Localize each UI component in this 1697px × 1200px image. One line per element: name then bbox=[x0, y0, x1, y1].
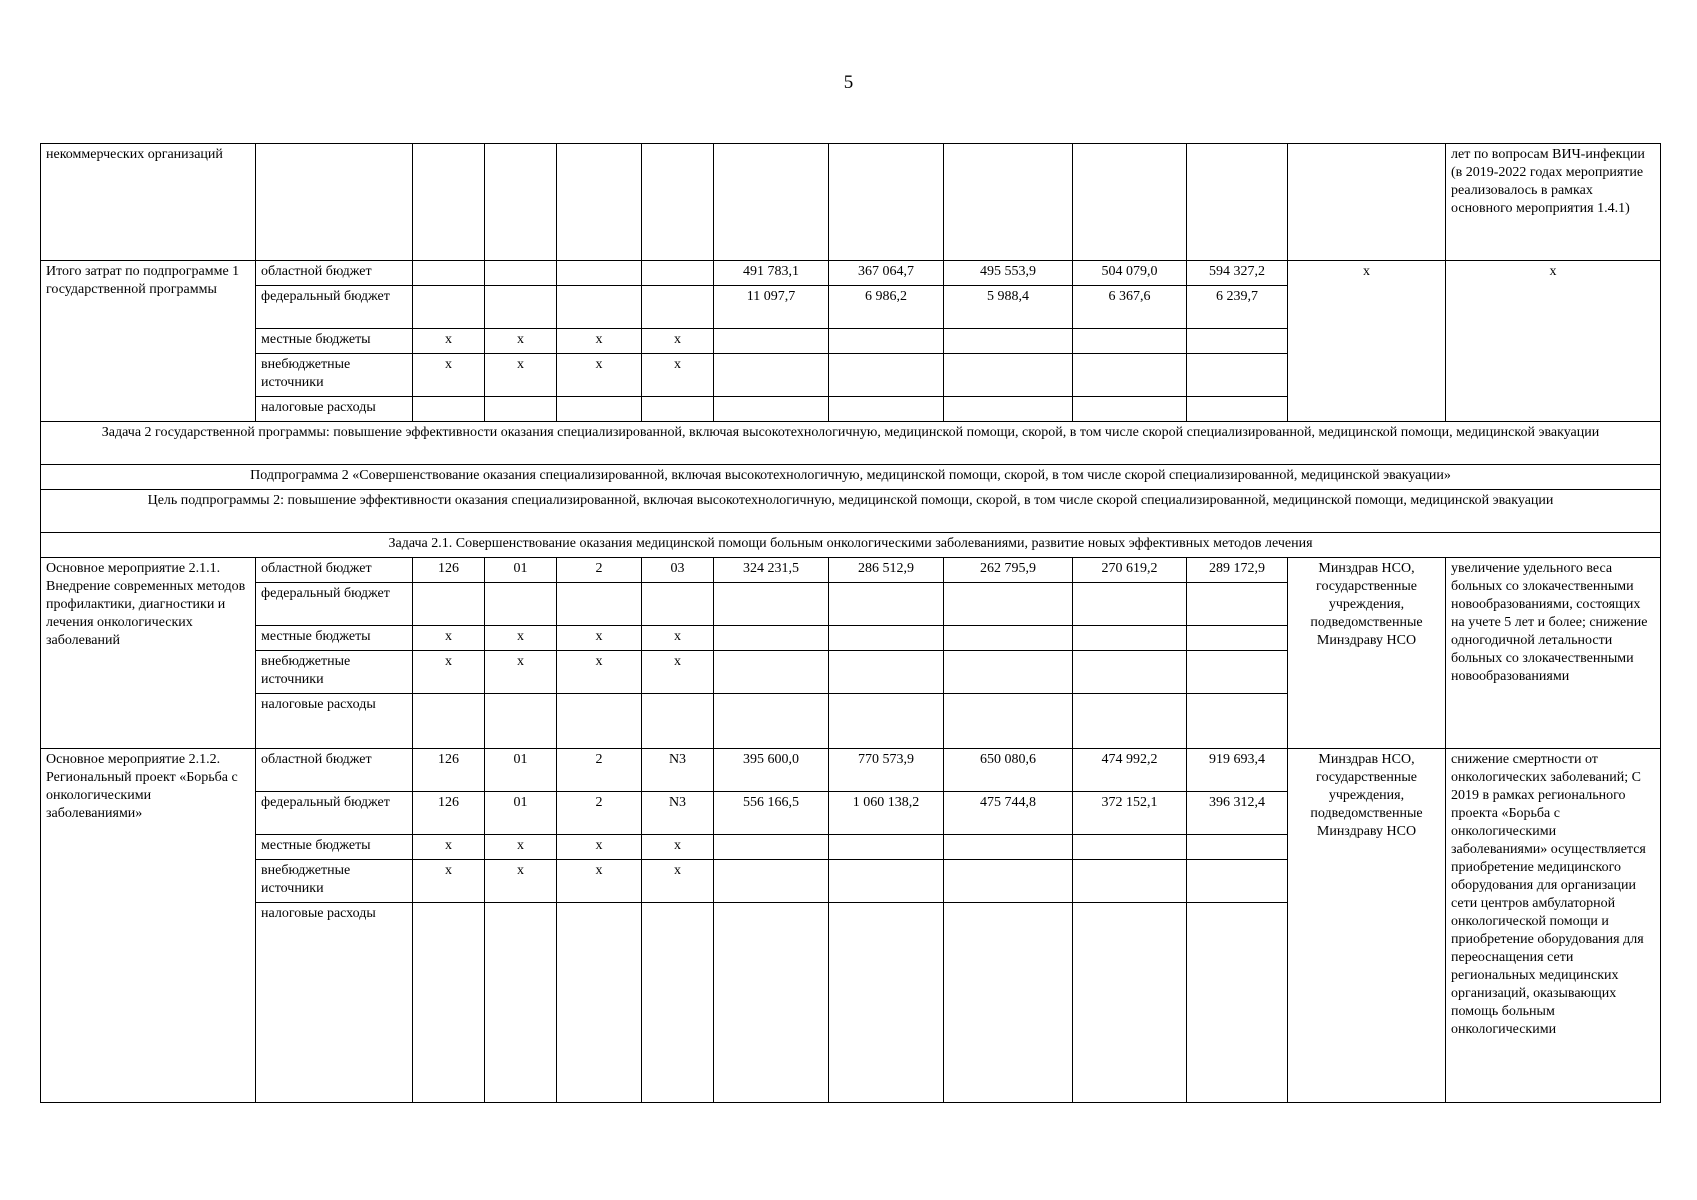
source-cell: федеральный бюджет bbox=[256, 792, 413, 835]
code-cell: 126 bbox=[413, 792, 485, 835]
source-cell: налоговые расходы bbox=[256, 694, 413, 749]
value-cell bbox=[1073, 354, 1187, 397]
value-cell bbox=[1187, 397, 1288, 422]
code-cell bbox=[485, 583, 557, 626]
value-cell bbox=[944, 397, 1073, 422]
activity-name: Основное мероприятие 2.1.1. Внедрение современных методов профилактики, диагностики и лечения онкологических заболеваний bbox=[41, 558, 256, 749]
code-cell bbox=[557, 261, 642, 286]
value-cell bbox=[714, 835, 829, 860]
code-cell: 126 bbox=[413, 749, 485, 792]
table-row bbox=[41, 261, 1661, 286]
code-cell bbox=[642, 286, 714, 329]
value-cell bbox=[714, 860, 829, 903]
value-cell: 367 064,7 bbox=[829, 261, 944, 286]
code-cell: х bbox=[557, 651, 642, 694]
value-cell: 11 097,7 bbox=[714, 286, 829, 329]
value-cell bbox=[829, 354, 944, 397]
notes-cell: снижение смертности от онкологических заболеваний; С 2019 в рамках регионального проекта «Борьба с онкологическими заболеваниями» осуществляется приобретение медицинского оборудования для организации сети центров амбулаторной онкологической помощи и приобретение оборудования для переоснащения сети региональных медицинских организаций, оказывающих помощь больным онкологическими bbox=[1446, 749, 1661, 1103]
notes-cell: увеличение удельного веса больных со злокачественными новообразованиями, состоящих на учете 5 лет и более; снижение одногодичной летальности больных со злокачественными новообразованиями bbox=[1446, 558, 1661, 749]
table-row bbox=[41, 749, 1661, 792]
value-cell: 396 312,4 bbox=[1187, 792, 1288, 835]
value-cell bbox=[714, 626, 829, 651]
code-cell bbox=[485, 286, 557, 329]
value-cell bbox=[1073, 903, 1187, 1103]
activity-name: Итого затрат по подпрограмме 1 государственной программы bbox=[41, 261, 256, 422]
value-cell bbox=[829, 860, 944, 903]
value-cell bbox=[1073, 329, 1187, 354]
code-cell: х bbox=[642, 835, 714, 860]
code-cell bbox=[642, 903, 714, 1103]
executor-cell: Минздрав НСО, государственные учреждения, подведомственные Минздраву НСО bbox=[1288, 558, 1446, 749]
value-cell: 6 239,7 bbox=[1187, 286, 1288, 329]
code-cell: 2 bbox=[557, 792, 642, 835]
value-cell: 286 512,9 bbox=[829, 558, 944, 583]
code-cell: х bbox=[485, 329, 557, 354]
value-cell: 289 172,9 bbox=[1187, 558, 1288, 583]
code-cell: х bbox=[485, 860, 557, 903]
code-cell bbox=[642, 694, 714, 749]
code-cell: 01 bbox=[485, 558, 557, 583]
source-cell: налоговые расходы bbox=[256, 903, 413, 1103]
value-cell: 594 327,2 bbox=[1187, 261, 1288, 286]
subprogram-heading: Подпрограмма 2 «Совершенствование оказания специализированной, включая высокотехнологичную, медицинской помощи, скорой, в том числе скорой специализированной, медицинской эвакуации» bbox=[41, 465, 1661, 490]
value-cell bbox=[944, 354, 1073, 397]
task-heading: Задача 2.1. Совершенствование оказания медицинской помощи больным онкологическими заболеваниями, развитие новых эффективных методов лечения bbox=[41, 533, 1661, 558]
code-cell: 01 bbox=[485, 749, 557, 792]
code-cell bbox=[557, 694, 642, 749]
code-cell bbox=[413, 583, 485, 626]
value-cell bbox=[714, 397, 829, 422]
value-cell bbox=[1187, 354, 1288, 397]
code-cell: х bbox=[642, 354, 714, 397]
table-row bbox=[41, 558, 1661, 583]
table-row bbox=[41, 533, 1661, 558]
value-cell: 475 744,8 bbox=[944, 792, 1073, 835]
code-cell: х bbox=[413, 626, 485, 651]
value-cell bbox=[829, 626, 944, 651]
code-cell: х bbox=[642, 860, 714, 903]
value-cell bbox=[1187, 835, 1288, 860]
value-cell bbox=[944, 626, 1073, 651]
code-cell bbox=[557, 583, 642, 626]
code-cell bbox=[413, 903, 485, 1103]
code-cell bbox=[557, 397, 642, 422]
value-cell: 491 783,1 bbox=[714, 261, 829, 286]
code-cell: 126 bbox=[413, 558, 485, 583]
value-cell bbox=[944, 583, 1073, 626]
code-cell: х bbox=[642, 626, 714, 651]
value-cell: 270 619,2 bbox=[1073, 558, 1187, 583]
code-cell: х bbox=[557, 329, 642, 354]
executor-cell: х bbox=[1288, 261, 1446, 422]
table-row bbox=[41, 465, 1661, 490]
code-cell: х bbox=[413, 329, 485, 354]
code-cell: х bbox=[557, 835, 642, 860]
value-cell: 5 988,4 bbox=[944, 286, 1073, 329]
code-cell: х bbox=[485, 835, 557, 860]
value-cell bbox=[829, 835, 944, 860]
value-cell bbox=[1187, 903, 1288, 1103]
code-cell: х bbox=[557, 354, 642, 397]
source-cell: федеральный бюджет bbox=[256, 286, 413, 329]
value-cell bbox=[1073, 626, 1187, 651]
value-cell bbox=[1187, 860, 1288, 903]
value-cell bbox=[829, 651, 944, 694]
code-cell: х bbox=[642, 329, 714, 354]
code-cell bbox=[413, 694, 485, 749]
source-cell: областной бюджет bbox=[256, 749, 413, 792]
source-cell: налоговые расходы bbox=[256, 397, 413, 422]
code-cell bbox=[485, 261, 557, 286]
value-cell bbox=[714, 651, 829, 694]
task-heading: Задача 2 государственной программы: повышение эффективности оказания специализированной, включая высокотехнологичную, медицинской помощи, скорой, в том числе скорой специализированной, медицинской помощи, медицинской эвакуации bbox=[41, 422, 1661, 465]
value-cell bbox=[1187, 694, 1288, 749]
code-cell: х bbox=[557, 626, 642, 651]
code-cell: х bbox=[642, 651, 714, 694]
source-cell: местные бюджеты bbox=[256, 329, 413, 354]
code-cell: 2 bbox=[557, 749, 642, 792]
value-cell bbox=[1073, 860, 1187, 903]
code-cell: х bbox=[557, 860, 642, 903]
code-cell: х bbox=[485, 626, 557, 651]
value-cell bbox=[829, 583, 944, 626]
budget-table bbox=[40, 143, 1661, 1103]
value-cell bbox=[829, 397, 944, 422]
code-cell: х bbox=[413, 835, 485, 860]
value-cell bbox=[1073, 835, 1187, 860]
source-cell: областной бюджет bbox=[256, 261, 413, 286]
value-cell bbox=[1073, 397, 1187, 422]
source-cell: внебюджетные источники bbox=[256, 651, 413, 694]
source-cell: областной бюджет bbox=[256, 558, 413, 583]
value-cell: 372 152,1 bbox=[1073, 792, 1187, 835]
code-cell: х bbox=[413, 860, 485, 903]
code-cell bbox=[413, 261, 485, 286]
value-cell bbox=[944, 694, 1073, 749]
value-cell bbox=[1073, 694, 1187, 749]
value-cell: 262 795,9 bbox=[944, 558, 1073, 583]
value-cell bbox=[829, 694, 944, 749]
value-cell: 919 693,4 bbox=[1187, 749, 1288, 792]
code-cell bbox=[642, 583, 714, 626]
value-cell bbox=[714, 903, 829, 1103]
value-cell: 770 573,9 bbox=[829, 749, 944, 792]
table-row bbox=[41, 144, 1661, 261]
code-cell bbox=[642, 261, 714, 286]
code-cell bbox=[557, 903, 642, 1103]
source-cell: местные бюджеты bbox=[256, 626, 413, 651]
value-cell bbox=[714, 354, 829, 397]
value-cell bbox=[1187, 583, 1288, 626]
value-cell bbox=[829, 329, 944, 354]
code-cell: х bbox=[485, 651, 557, 694]
code-cell bbox=[557, 286, 642, 329]
value-cell: 650 080,6 bbox=[944, 749, 1073, 792]
code-cell: 03 bbox=[642, 558, 714, 583]
table-row bbox=[41, 490, 1661, 533]
page-number: 5 bbox=[843, 72, 854, 93]
code-cell: N3 bbox=[642, 792, 714, 835]
value-cell bbox=[944, 835, 1073, 860]
notes-cell: х bbox=[1446, 261, 1661, 422]
activity-name: Основное мероприятие 2.1.2. Региональный проект «Борьба с онкологическими заболеваниями» bbox=[41, 749, 256, 1103]
value-cell bbox=[944, 903, 1073, 1103]
value-cell bbox=[1187, 626, 1288, 651]
code-cell: 2 bbox=[557, 558, 642, 583]
table-row bbox=[41, 422, 1661, 465]
notes-cell: лет по вопросам ВИЧ-инфекции (в 2019-2022 годах мероприятие реализовалось в рамках основного мероприятия 1.4.1) bbox=[1446, 144, 1661, 261]
source-cell: местные бюджеты bbox=[256, 835, 413, 860]
value-cell: 6 986,2 bbox=[829, 286, 944, 329]
value-cell bbox=[1187, 329, 1288, 354]
code-cell bbox=[413, 286, 485, 329]
value-cell bbox=[944, 329, 1073, 354]
value-cell: 395 600,0 bbox=[714, 749, 829, 792]
value-cell: 495 553,9 bbox=[944, 261, 1073, 286]
value-cell bbox=[714, 583, 829, 626]
value-cell bbox=[714, 694, 829, 749]
value-cell: 324 231,5 bbox=[714, 558, 829, 583]
value-cell bbox=[944, 651, 1073, 694]
code-cell: 01 bbox=[485, 792, 557, 835]
value-cell: 556 166,5 bbox=[714, 792, 829, 835]
value-cell: 6 367,6 bbox=[1073, 286, 1187, 329]
value-cell: 504 079,0 bbox=[1073, 261, 1187, 286]
source-cell: федеральный бюджет bbox=[256, 583, 413, 626]
value-cell bbox=[829, 903, 944, 1103]
code-cell bbox=[413, 397, 485, 422]
value-cell: 1 060 138,2 bbox=[829, 792, 944, 835]
executor-cell: Минздрав НСО, государственные учреждения, подведомственные Минздраву НСО bbox=[1288, 749, 1446, 1103]
source-cell: внебюджетные источники bbox=[256, 354, 413, 397]
code-cell: х bbox=[413, 354, 485, 397]
value-cell: 474 992,2 bbox=[1073, 749, 1187, 792]
source-cell: внебюджетные источники bbox=[256, 860, 413, 903]
goal-heading: Цель подпрограммы 2: повышение эффективности оказания специализированной, включая высокотехнологичную, медицинской помощи, скорой, в том числе скорой специализированной, медицинской помощи, медицинской эвакуации bbox=[41, 490, 1661, 533]
value-cell bbox=[1073, 583, 1187, 626]
code-cell: х bbox=[485, 354, 557, 397]
value-cell bbox=[1187, 651, 1288, 694]
activity-name: некоммерческих организаций bbox=[41, 144, 256, 261]
code-cell: N3 bbox=[642, 749, 714, 792]
code-cell bbox=[485, 397, 557, 422]
value-cell bbox=[944, 860, 1073, 903]
code-cell: х bbox=[413, 651, 485, 694]
value-cell bbox=[714, 329, 829, 354]
code-cell bbox=[485, 694, 557, 749]
code-cell bbox=[485, 903, 557, 1103]
code-cell bbox=[642, 397, 714, 422]
value-cell bbox=[1073, 651, 1187, 694]
